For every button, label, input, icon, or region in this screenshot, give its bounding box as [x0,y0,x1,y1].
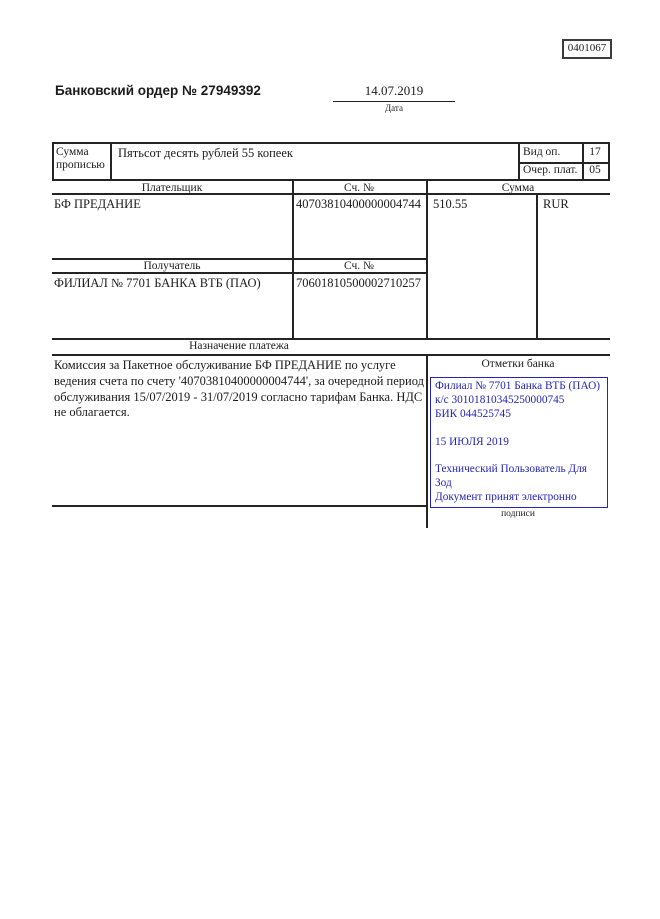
document-title: Банковский ордер № 27949392 [55,83,261,98]
stamp-accepted: Документ принят электронно [435,491,577,504]
payee-account: 70601810500002710257 [296,276,421,290]
stamp-user-line1: Технический Пользователь Для [435,463,587,476]
stamp-user-line2: Зод [435,477,452,490]
stamp-blank-line [435,422,603,436]
priority-label: Очер. плат. [523,164,578,176]
amount-header: Сумма [501,182,535,194]
date-caption: Дата [385,103,403,113]
purpose-header: Назначение платежа [189,340,289,352]
amount-words-label: Сумма прописью [56,146,105,171]
divider [52,179,610,181]
stamp-blank-line [435,450,603,464]
purpose-text: Комиссия за Пакетное обслуживание БФ ПРЕДАНИЕ по услуге ведения счета по счету '40703810400000004744', за очередной период обслуживания 15/07/2019 - 31/07/2019 согласно тарифам Банка. НДС не облагается. [54,358,424,420]
divider [52,142,610,144]
divider [536,193,538,338]
stamp-bik: БИК 044525745 [435,407,511,420]
divider [426,181,428,338]
stamp-date: 15 ИЮЛЯ 2019 [435,435,509,448]
divider [52,505,426,507]
divider [52,354,610,356]
form-code: 0401067 [567,42,607,54]
payer-account: 40703810400000004744 [296,197,421,211]
priority-value: 05 [589,164,601,176]
op-type-value: 17 [589,146,601,158]
bank-marks-header: Отметки банка [481,358,555,370]
payer-account-header: Сч. № [343,182,375,194]
currency-code: RUR [543,197,569,211]
document-date: 14.07.2019 [333,83,455,102]
divider [110,142,112,180]
op-type-label: Вид оп. [523,146,561,158]
stamp-corr-account: к/с 30101810345250000745 [435,393,565,406]
payer-name: БФ ПРЕДАНИЕ [54,197,141,211]
bank-stamp [430,377,608,508]
form-code-box [562,39,612,59]
divider [426,354,428,528]
divider [518,142,520,180]
amount-value: 510.55 [433,197,468,211]
amount-words-value: Пятьсот десять рублей 55 копеек [118,146,293,160]
payee-section-header: Получатель [143,260,201,272]
signatures-caption: подписи [501,509,535,519]
payer-section-header: Плательщик [141,182,203,194]
payee-account-header: Сч. № [343,260,375,272]
payee-name: ФИЛИАЛ № 7701 БАНКА ВТБ (ПАО) [54,276,261,290]
divider [52,142,54,180]
divider [608,142,610,180]
stamp-bank-name: Филиал № 7701 Банка ВТБ (ПАО) [435,380,600,392]
